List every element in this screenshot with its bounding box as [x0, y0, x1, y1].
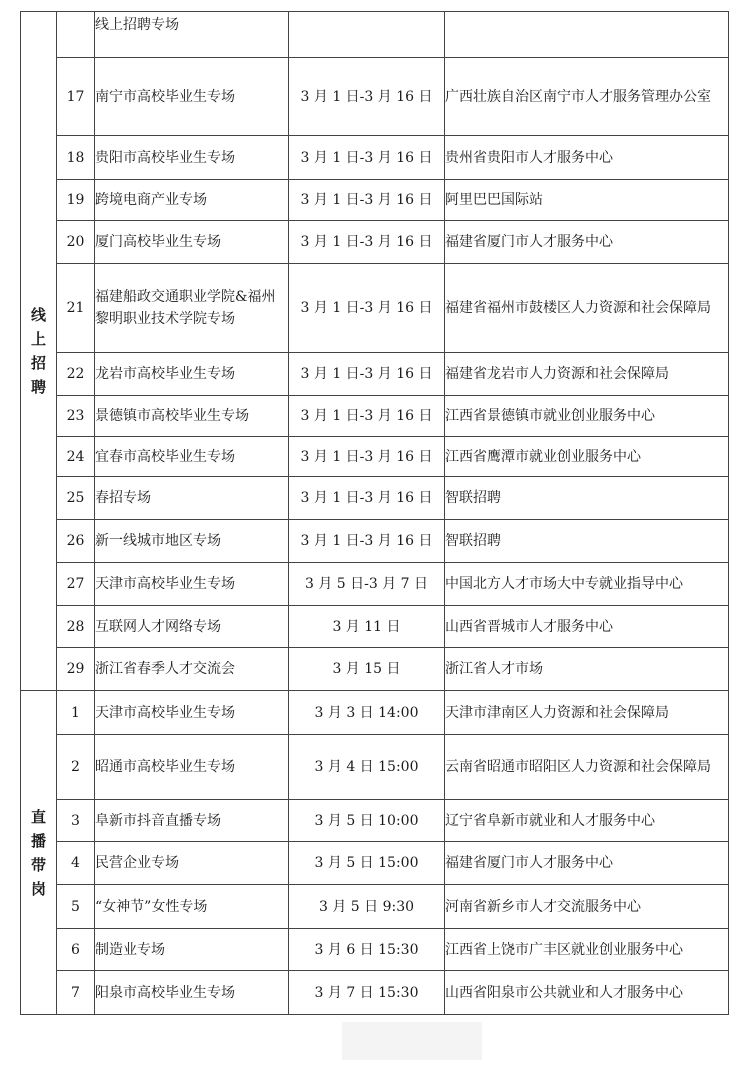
row-number: 7 [57, 971, 95, 1015]
event-name: 新一线城市地区专场 [95, 520, 289, 563]
table-row [21, 971, 729, 1015]
event-name: 制造业专场 [95, 929, 289, 971]
table-row [21, 842, 729, 885]
table-row [21, 563, 729, 606]
organizer: 智联招聘 [445, 520, 729, 563]
schedule-table [20, 11, 729, 1015]
event-date: 3 月 1 日-3 月 16 日 [289, 520, 445, 563]
row-number: 26 [57, 520, 95, 563]
organizer: 辽宁省阜新市就业和人才服务中心 [445, 800, 729, 842]
event-date: 3 月 15 日 [289, 648, 445, 691]
event-name: “女神节”女性专场 [95, 885, 289, 929]
event-date: 3 月 1 日-3 月 16 日 [289, 221, 445, 264]
organizer: 云南省昭通市昭阳区人力资源和社会保障局 [445, 735, 729, 800]
event-date: 3 月 1 日-3 月 16 日 [289, 136, 445, 180]
organizer: 天津市津南区人力资源和社会保障局 [445, 691, 729, 735]
table-row [21, 221, 729, 264]
category-label: 线上招聘 [30, 306, 46, 396]
event-date: 3 月 5 日 9:30 [289, 885, 445, 929]
event-date: 3 月 7 日 15:30 [289, 971, 445, 1015]
event-name: 南宁市高校毕业生专场 [95, 58, 289, 136]
event-name: 天津市高校毕业生专场 [95, 691, 289, 735]
event-name: 跨境电商产业专场 [95, 180, 289, 221]
organizer: 中国北方人才市场大中专就业指导中心 [445, 563, 729, 606]
event-name: 春招专场 [95, 477, 289, 520]
event-name: 福建船政交通职业学院&福州黎明职业技术学院专场 [95, 264, 289, 353]
organizer: 浙江省人才市场 [445, 648, 729, 691]
event-date: 3 月 5 日 10:00 [289, 800, 445, 842]
event-date: 3 月 1 日-3 月 16 日 [289, 58, 445, 136]
event-name: 线上招聘专场 [95, 12, 289, 58]
organizer: 河南省新乡市人才交流服务中心 [445, 885, 729, 929]
organizer: 江西省上饶市广丰区就业创业服务中心 [445, 929, 729, 971]
row-number: 29 [57, 648, 95, 691]
row-number: 20 [57, 221, 95, 264]
row-number: 2 [57, 735, 95, 800]
row-number: 24 [57, 437, 95, 477]
category-cell-live [21, 691, 57, 1015]
table-row [21, 58, 729, 136]
row-number: 22 [57, 353, 95, 396]
event-name: 浙江省春季人才交流会 [95, 648, 289, 691]
table-row [21, 396, 729, 437]
event-date: 3 月 5 日-3 月 7 日 [289, 563, 445, 606]
organizer: 福建省厦门市人才服务中心 [445, 221, 729, 264]
organizer: 阿里巴巴国际站 [445, 180, 729, 221]
table-row [21, 885, 729, 929]
event-date: 3 月 1 日-3 月 16 日 [289, 477, 445, 520]
organizer: 山西省晋城市人才服务中心 [445, 606, 729, 648]
category-cell-online [21, 12, 57, 691]
row-number: 23 [57, 396, 95, 437]
table-row [21, 437, 729, 477]
row-number: 28 [57, 606, 95, 648]
row-number: 6 [57, 929, 95, 971]
organizer: 福建省福州市鼓楼区人力资源和社会保障局 [445, 264, 729, 353]
table-row [21, 606, 729, 648]
table-row [21, 520, 729, 563]
row-number: 18 [57, 136, 95, 180]
category-label: 直播带岗 [30, 807, 46, 898]
event-date: 3 月 11 日 [289, 606, 445, 648]
event-date: 3 月 1 日-3 月 16 日 [289, 353, 445, 396]
event-name: 景德镇市高校毕业生专场 [95, 396, 289, 437]
table-row [21, 353, 729, 396]
event-name: 互联网人才网络专场 [95, 606, 289, 648]
table-row [21, 136, 729, 180]
row-number: 3 [57, 800, 95, 842]
event-name: 民营企业专场 [95, 842, 289, 885]
table-row [21, 800, 729, 842]
row-number: 19 [57, 180, 95, 221]
table-row [21, 12, 729, 58]
organizer [445, 12, 729, 58]
organizer: 智联招聘 [445, 477, 729, 520]
event-name: 昭通市高校毕业生专场 [95, 735, 289, 800]
event-date: 3 月 1 日-3 月 16 日 [289, 180, 445, 221]
event-date: 3 月 3 日 14:00 [289, 691, 445, 735]
page-footer-area [342, 1022, 482, 1060]
table-row [21, 648, 729, 691]
row-number: 21 [57, 264, 95, 353]
organizer: 江西省鹰潭市就业创业服务中心 [445, 437, 729, 477]
organizer: 福建省厦门市人才服务中心 [445, 842, 729, 885]
event-date: 3 月 4 日 15:00 [289, 735, 445, 800]
table-row [21, 477, 729, 520]
table-row [21, 691, 729, 735]
organizer: 江西省景德镇市就业创业服务中心 [445, 396, 729, 437]
event-date [289, 12, 445, 58]
event-name: 天津市高校毕业生专场 [95, 563, 289, 606]
event-name: 龙岩市高校毕业生专场 [95, 353, 289, 396]
event-name: 阳泉市高校毕业生专场 [95, 971, 289, 1015]
row-number: 17 [57, 58, 95, 136]
organizer: 山西省阳泉市公共就业和人才服务中心 [445, 971, 729, 1015]
organizer: 贵州省贵阳市人才服务中心 [445, 136, 729, 180]
event-date: 3 月 6 日 15:30 [289, 929, 445, 971]
table-row [21, 180, 729, 221]
row-number: 27 [57, 563, 95, 606]
row-number: 1 [57, 691, 95, 735]
row-number [57, 12, 95, 58]
event-name: 阜新市抖音直播专场 [95, 800, 289, 842]
row-number: 25 [57, 477, 95, 520]
event-name: 贵阳市高校毕业生专场 [95, 136, 289, 180]
table-row [21, 929, 729, 971]
organizer: 广西壮族自治区南宁市人才服务管理办公室 [445, 58, 729, 136]
event-date: 3 月 1 日-3 月 16 日 [289, 437, 445, 477]
event-date: 3 月 1 日-3 月 16 日 [289, 396, 445, 437]
row-number: 5 [57, 885, 95, 929]
table-row [21, 264, 729, 353]
event-name: 厦门高校毕业生专场 [95, 221, 289, 264]
event-date: 3 月 5 日 15:00 [289, 842, 445, 885]
event-date: 3 月 1 日-3 月 16 日 [289, 264, 445, 353]
organizer: 福建省龙岩市人力资源和社会保障局 [445, 353, 729, 396]
row-number: 4 [57, 842, 95, 885]
event-name: 宜春市高校毕业生专场 [95, 437, 289, 477]
table-row [21, 735, 729, 800]
